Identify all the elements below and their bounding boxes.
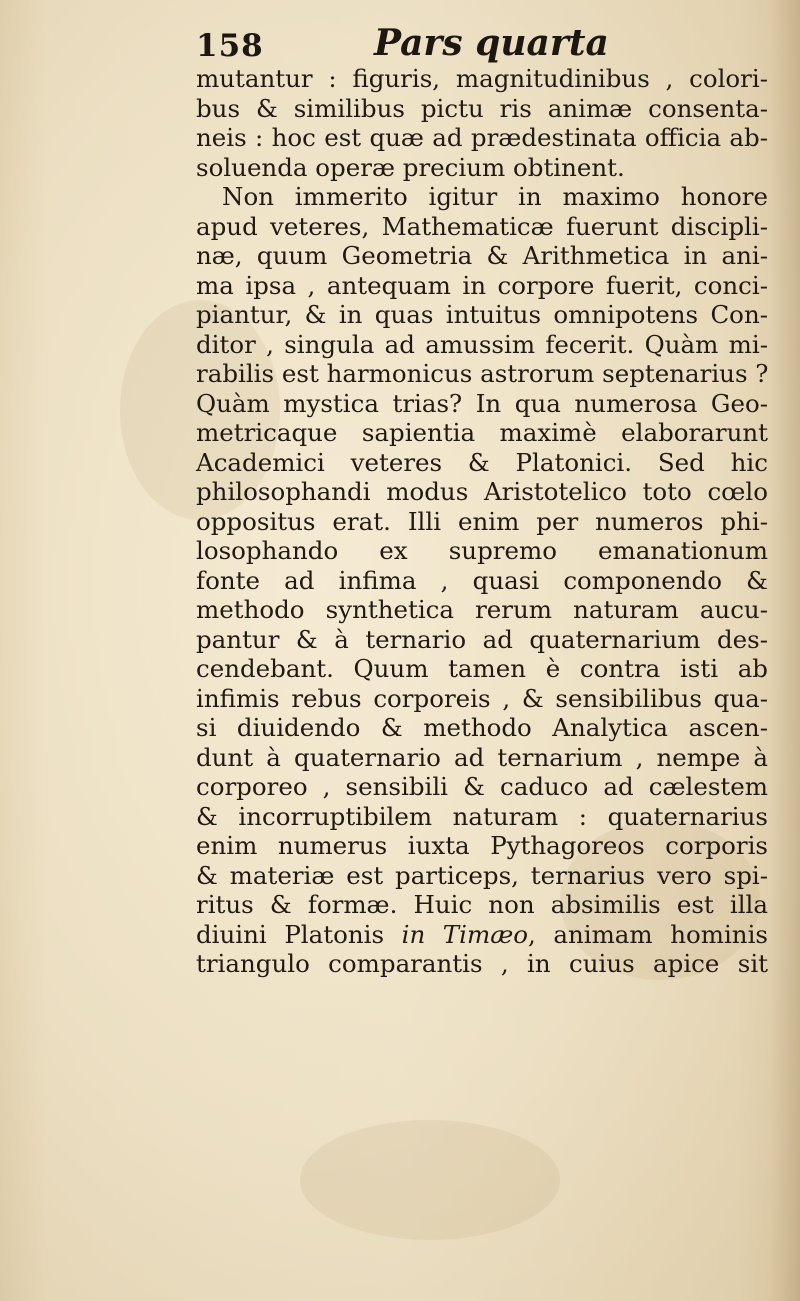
text-line: rabilis est harmonicus astrorum septenarius ?	[196, 359, 769, 388]
text-line: ritus & formæ. Huic non absimilis est illa	[196, 890, 768, 919]
text-line: Academici veteres & Platonici. Sed hic	[196, 447, 768, 477]
text-line: mutantur : figuris, magnitudinibus , colori-	[196, 64, 768, 93]
text-line: fonte ad infima , quasi componendo &	[196, 565, 768, 595]
text-line: pantur & à ternario ad quaternarium des-	[196, 624, 768, 654]
text-line	[196, 920, 768, 950]
text-line: Quàm mystica trias? In qua numerosa Geo-	[196, 388, 768, 418]
text-line: metricaque sapientia maximè elaborarunt	[196, 418, 768, 447]
text-line: piantur, & in quas intuitus omnipotens Con-	[196, 300, 768, 329]
running-head: Pars quarta	[374, 22, 609, 64]
text-line: apud veteres, Mathematicæ fuerunt discipli-	[196, 211, 768, 241]
text-line: methodo synthetica rerum naturam aucu-	[196, 595, 768, 624]
text-line: ditor , singula ad amussim fecerit. Quàm mi-	[196, 329, 768, 359]
text-segment: , animam hominis	[527, 919, 768, 949]
text-line: ma ipsa , antequam in corpore fuerit, conci-	[196, 270, 768, 300]
page-edge-shadow	[770, 0, 800, 1301]
text-line: si diuidendo & methodo Analytica ascen-	[196, 713, 768, 742]
page-header	[196, 20, 756, 70]
text-segment: diuini Platonis	[196, 919, 385, 949]
text-line: bus & similibus pictu ris animæ consenta-	[196, 93, 768, 123]
text-line: soluenda operæ precium obtinent.	[196, 152, 625, 182]
text-line: enim numerus iuxta Pythagoreos corporis	[196, 831, 768, 860]
text-line: næ, quum Geometria & Arithmetica in ani-	[196, 241, 768, 270]
paper-stain	[300, 1120, 560, 1240]
text-line: & incorruptibilem naturam : quaternarius	[196, 801, 768, 831]
text-line: cendebant. Quum tamen è contra isti ab	[196, 654, 768, 683]
page-number: 158	[196, 28, 264, 64]
text-line: dunt à quaternario ad ternarium , nempe à	[196, 742, 768, 772]
text-line: corporeo , sensibili & caduco ad cælestem	[196, 772, 768, 801]
text-line: triangulo comparantis , in cuius apice sit	[196, 949, 768, 978]
text-line: losophando ex supremo emanationum	[196, 536, 768, 565]
body-text	[196, 64, 768, 979]
text-line: Non immerito igitur in maximo honore	[222, 182, 768, 211]
text-line: oppositus erat. Illi enim per numeros phi-	[196, 506, 768, 536]
text-line: philosophandi modus Aristotelico toto cœlo	[196, 477, 768, 506]
text-line: & materiæ est particeps, ternarius vero spi-	[196, 860, 768, 890]
text-line: infimis rebus corporeis , & sensibilibus qua-	[196, 683, 768, 713]
italic-title: in Timæo	[401, 919, 528, 949]
text-line: neis : hoc est quæ ad prædestinata officia ab-	[196, 123, 768, 152]
